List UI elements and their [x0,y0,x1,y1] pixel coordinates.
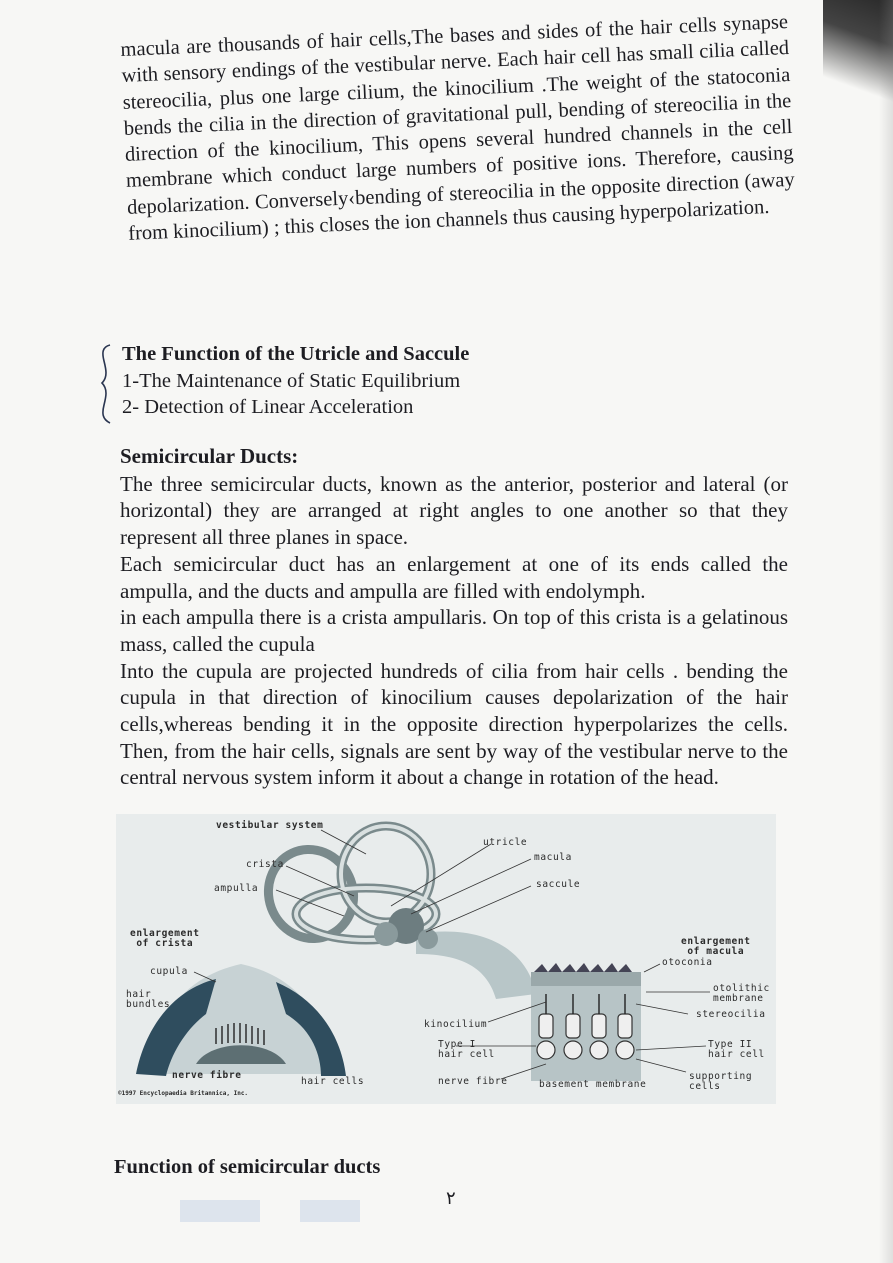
label-utricle: utricle [483,837,528,848]
label-type2-hair-cell: Type II hair cell [708,1039,765,1060]
semicircular-paragraph-3: in each ampulla there is a crista ampullaris. On top of this crista is a gelatinous mass, called the cupula [120,605,788,656]
label-otolithic-membrane: otolithic membrane [713,983,770,1004]
label-otoconia: otoconia [662,957,713,968]
utricle-saccule-section [122,341,469,421]
label-cupula: cupula [150,966,188,977]
label-stereocilia: stereocilia [696,1009,766,1020]
utricle-item-1: 1-The Maintenance of Static Equilibrium [122,369,461,392]
label-saccule: saccule [536,879,581,890]
semicircular-heading: Semicircular Ducts: [120,444,299,468]
label-macula: macula [534,852,572,863]
curly-brace-icon [96,343,120,425]
label-crista: crista [246,859,284,870]
label-hair-bundles: hair bundles [126,989,171,1010]
semicircular-paragraph-1: The three semicircular ducts, known as the anterior, posterior and lateral (or horizontal) they are arranged at right angles to one another so that they represent all three planes in space. [120,471,788,550]
scan-artifact [180,1200,260,1222]
label-nerve-fibre-right: nerve fibre [438,1076,508,1087]
semicircular-section [120,443,788,791]
label-type1-hair-cell: Type I hair cell [438,1039,495,1060]
label-supporting-cells: supporting cells [689,1071,753,1092]
label-nerve-fibre-left: nerve fibre [172,1070,242,1081]
page-number: ٢ [446,1188,456,1209]
label-enlargement-of-crista: enlargement of crista [130,928,200,949]
label-enlargement-of-macula: enlargement of macula [681,936,751,957]
scan-artifact [300,1200,360,1222]
function-semicircular-heading: Function of semicircular ducts [114,1156,381,1178]
semicircular-paragraph-2: Each semicircular duct has an enlargement at one of its ends called the ampulla, and the ducts and ampulla are filled with endolymph. [120,551,788,603]
label-kinocilium: kinocilium [424,1019,488,1030]
semicircular-paragraph-4: Into the cupula are projected hundreds of cilia from hair cells . bending the cupula in that direction of kinocilium causes depolarization of the hair cells,whereas bending it in the opposite direction hyperpolarizes the cells. Then, from the hair cells, signals are sent by way of the vestibular nerve to the central nervous system inform it about a change in rotation of the head. [120,658,788,790]
vestibular-figure [116,814,776,1104]
paragraph-macula: macula are thousands of hair cells,The bases and sides of the hair cells synapse with sensory endings of the vestibular nerve. Each hair cell has small cilia called stereocilia, plus one large cilium, the kinocilium .The weight of the statoconia bends the cilia in the direction of gravitational pull, bending of stereocilia in the direction of the kinocilium, This opens several hundred channels in the cell membrane which conduct large numbers of positive ions. Therefore, causing depolarization. Conversely‹bending of stereocilia in the opposite direction (away from kinocilium) ; this closes the ion channels thus causing hyperpolarization. [120,11,796,245]
label-vestibular-system: vestibular system [216,820,324,831]
label-ampulla: ampulla [214,883,259,894]
page-right-edge [879,0,893,1263]
utricle-item-2: 2- Detection of Linear Acceleration [122,396,414,418]
utricle-heading: The Function of the Utricle and Saccule [122,343,470,365]
label-basement-membrane: basement membrane [539,1079,647,1090]
otoconia-crystals [534,963,632,972]
label-hair-cells: hair cells [301,1076,365,1087]
figure-copyright: ©1997 Encyclopaedia Britannica, Inc. [118,1090,249,1097]
